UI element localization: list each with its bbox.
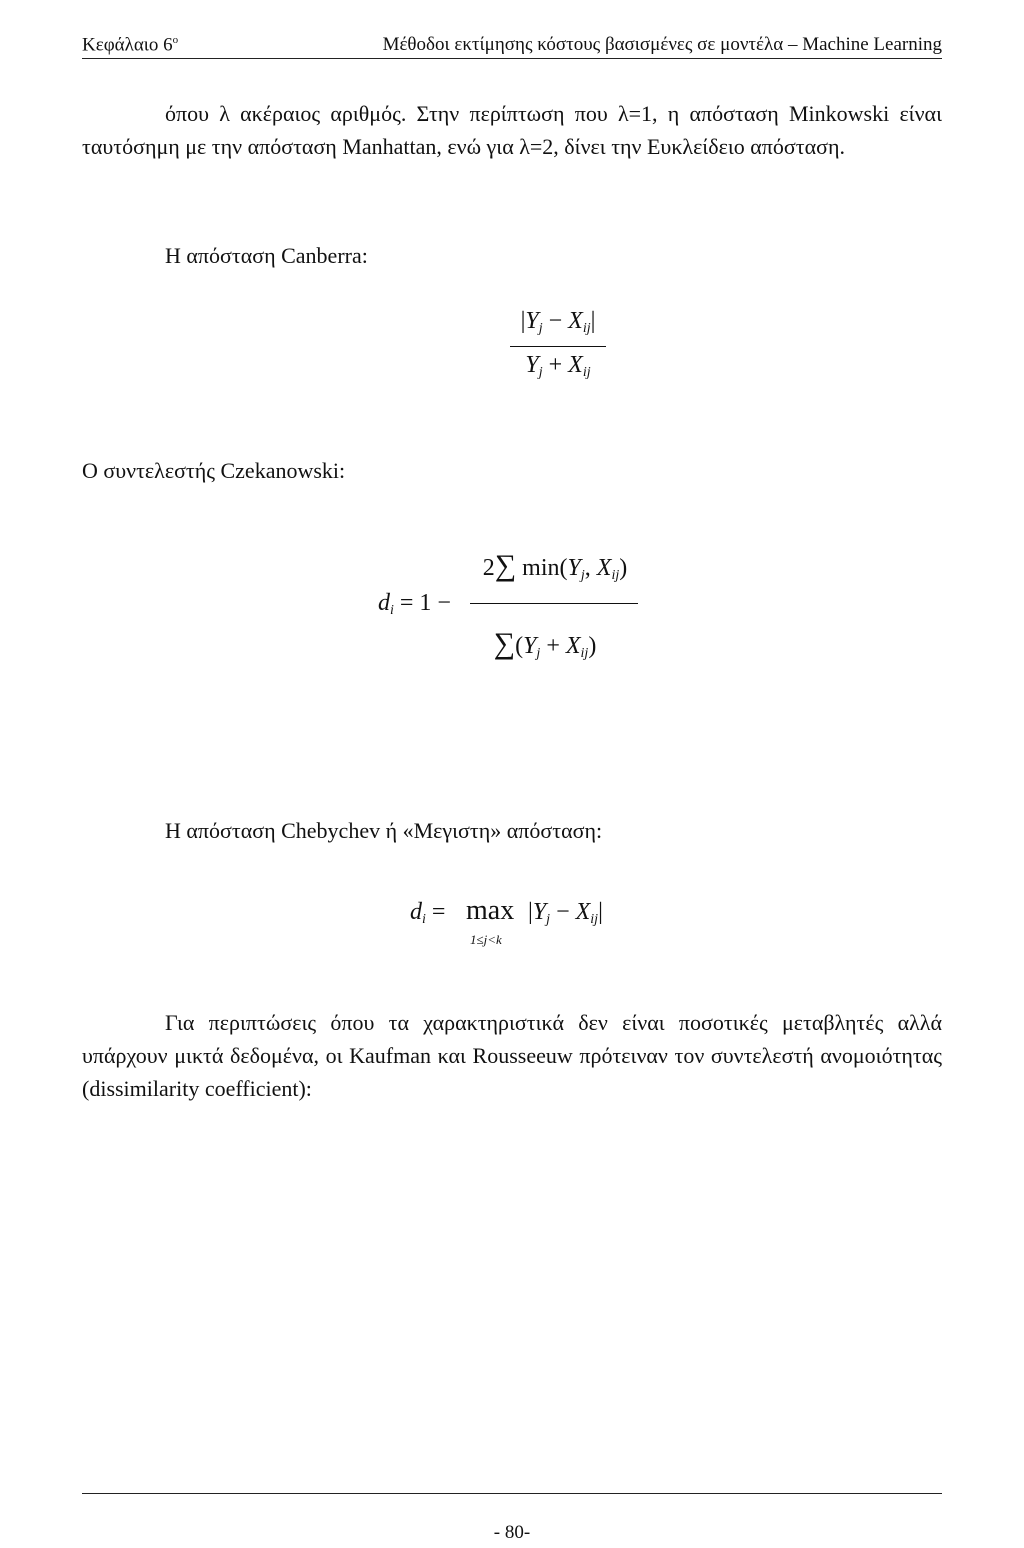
czekanowski-denominator: $\sum(Y_j + X_{ij})$ [493,627,597,661]
canberra-numerator: $|Y_j - X_{ij}|$ [520,308,596,336]
header-divider [82,58,942,59]
paragraph-kaufman-rousseeuw: Για περιπτώσεις όπου τα χαρακτηριστικά δεν είναι ποσοτικές μεταβλητές αλλά υπάρχουν μικτά δεδομένα, οι Kaufman και Rousseeuw πρότειναν τον συντελεστή ανομοιότητας (dissimilarity coefficient): [82,1010,942,1101]
chebychev-max-subscript: 1≤j<k [470,932,502,947]
chebychev-label: Η απόσταση Chebychev ή «Μεγιστη» απόσταση: [165,818,603,843]
footer-divider [82,1493,942,1494]
canberra-fraction-line [510,346,606,347]
chebychev-max: max [466,895,515,926]
canberra-denominator: $Y_j + X_{ij}$ [525,352,591,380]
canberra-formula [508,308,608,408]
header-title: Μέθοδοι εκτίμησης κόστους βασισμένες σε μοντέλα – Machine Learning [382,34,942,55]
page-number: - 80- [493,1522,531,1543]
paragraph-minkowski: όπου λ ακέραιος αριθμός. Στην περίπτωση που λ=1, η απόσταση Minkowski είναι ταυτόσημη με την απόσταση Manhattan, ενώ για λ=2, δίνει την Ευκλείδειο απόσταση. [82,101,942,159]
czekanowski-formula [378,545,648,685]
czekanowski-fraction-line [470,603,638,604]
czekanowski-numerator: 2∑ $\min(Y_j$, $X_{ij}$) [482,549,628,583]
chebychev-lhs: $d_i$ = [410,899,446,927]
czekanowski-lhs: $d_i = 1$ − [378,590,451,618]
chebychev-abs: $|Y_j - X_{ij}|$ [528,899,603,927]
canberra-label: Η απόσταση Canberra: [165,243,368,268]
czekanowski-label: Ο συντελεστής Czekanowski: [82,458,346,483]
chebychev-formula [410,895,650,965]
header-chapter: Κεφάλαιο $6^o$ [82,34,179,56]
